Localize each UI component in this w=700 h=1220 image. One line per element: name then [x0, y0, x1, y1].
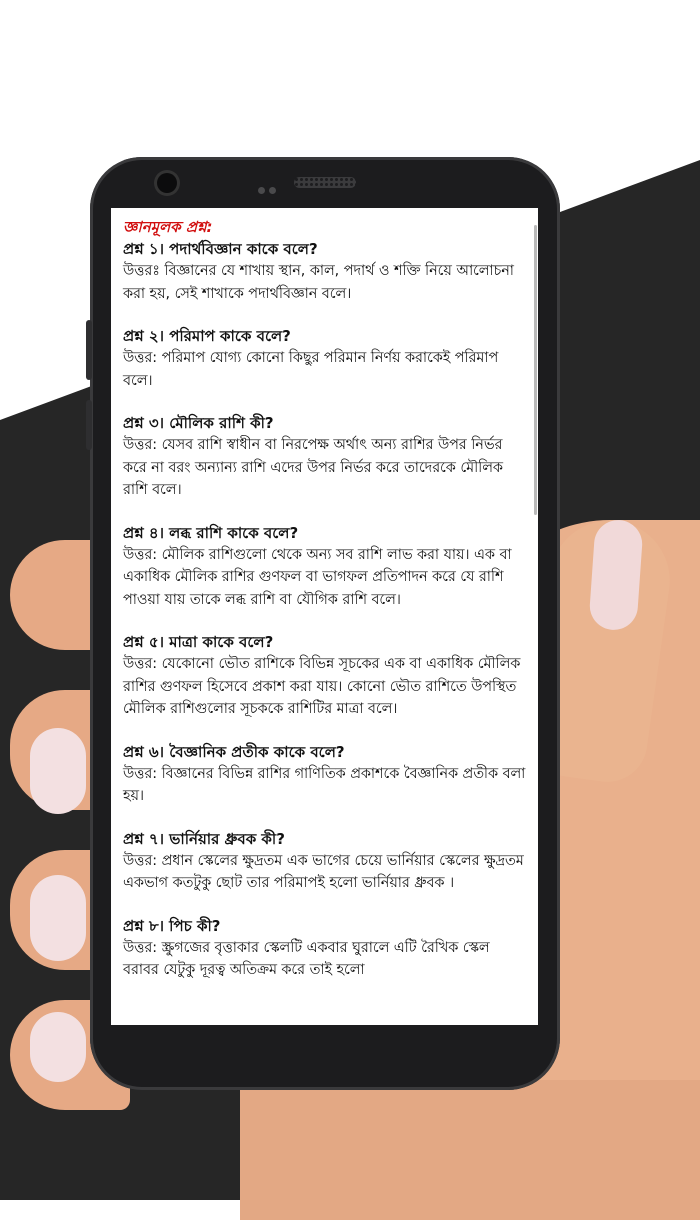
power-button: [86, 400, 92, 450]
section-title: জ্ঞানমূলক প্রশ্ন:: [123, 218, 213, 236]
earpiece-speaker: [294, 177, 356, 188]
volume-button: [86, 320, 92, 380]
finger-nail: [30, 1012, 86, 1082]
answer: উত্তর: প্রধান স্কেলের ক্ষুদ্রতম এক ভাগের চেয়ে ভার্নিয়ার স্কেলের ক্ষুদ্রতম একভাগ কতটুকু ছোট তার পরিমাপই হলো ভার্নিয়ার ধ্রুবক ।: [123, 852, 524, 891]
scrollbar[interactable]: [534, 225, 537, 515]
qa-item: [123, 632, 528, 721]
qa-item: [123, 523, 528, 612]
answer: উত্তর: বিজ্ঞানের বিভিন্ন রাশির গাণিতিক প্রকাশকে বৈজ্ঞানিক প্রতীক বলা হয়।: [123, 765, 526, 804]
qa-item: [123, 413, 528, 502]
front-camera-icon: [157, 173, 177, 193]
phone-screen[interactable]: [111, 208, 538, 1025]
finger-nail: [30, 728, 86, 814]
answer: উত্তর: পরিমাপ যোগ্য কোনো কিছুর পরিমান নির্ণয় করাকেই পরিমাপ বলে।: [123, 350, 499, 389]
qa-item: [123, 829, 528, 895]
question: প্রশ্ন ৬। বৈজ্ঞানিক প্রতীক কাকে বলে?: [123, 742, 345, 761]
answer: উত্তর: মৌলিক রাশিগুলো থেকে অন্য সব রাশি লাভ করা যায়। এক বা একাধিক মৌলিক রাশির গুণফল বা ভাগফল প্রতিপাদন করে যে রাশি পাওয়া যায় তাকে লব্ধ রাশি বা যৌগিক রাশি বলে।: [123, 546, 512, 608]
finger-nail: [30, 875, 86, 961]
answer: উত্তরঃ বিজ্ঞানের যে শাখায় স্থান, কাল, পদার্থ ও শক্তি নিয়ে আলোচনা করা হয়, সেই শাখাকে পদার্থবিজ্ঞান বলে।: [123, 263, 514, 302]
thumb-nail: [588, 518, 644, 631]
question: প্রশ্ন ১। পদার্থবিজ্ঞান কাকে বলে?: [123, 240, 318, 258]
question: প্রশ্ন ৮। পিচ কী?: [123, 916, 221, 935]
qa-content[interactable]: [111, 208, 538, 982]
question: প্রশ্ন ২। পরিমাপ কাকে বলে?: [123, 327, 291, 345]
hand-wrist: [240, 1080, 700, 1220]
question: প্রশ্ন ৪। লব্ধ রাশি কাকে বলে?: [123, 523, 299, 542]
qa-item: [123, 326, 528, 392]
question: প্রশ্ন ৫। মাত্রা কাকে বলে?: [123, 633, 274, 651]
answer: উত্তর: স্ক্রুগজের বৃত্তাকার স্কেলটি একবার ঘুরালে এটি রৈখিক স্কেল বরাবর যেটুকু দূরত্ব অতিক্রম করে তাই হলো: [123, 939, 490, 978]
qa-item: [123, 916, 528, 982]
answer: উত্তর: যেকোনো ভৌত রাশিকে বিভিন্ন সূচকের এক বা একাধিক মৌলিক রাশির গুণফল হিসেবে প্রকাশ করা যায়। কোনো ভৌত রাশিতে উপস্থিত মৌলিক রাশিগুলোর সূচককে রাশিটির মাত্রা বলে।: [123, 656, 521, 717]
answer: উত্তর: যেসব রাশি স্বাধীন বা নিরপেক্ষ অর্থাৎ অন্য রাশির উপর নির্ভর করে না বরং অন্যান্য রাশি এদের উপর নির্ভর করে তাদেরকে মৌলিক রাশি বলে।: [123, 437, 503, 498]
qa-item: [123, 742, 528, 808]
sensor-dots: [258, 179, 280, 198]
question: প্রশ্ন ৩। মৌলিক রাশি কী?: [123, 414, 274, 432]
qa-item: [123, 239, 528, 305]
question: প্রশ্ন ৭। ভার্নিয়ার ধ্রুবক কী?: [123, 829, 285, 848]
